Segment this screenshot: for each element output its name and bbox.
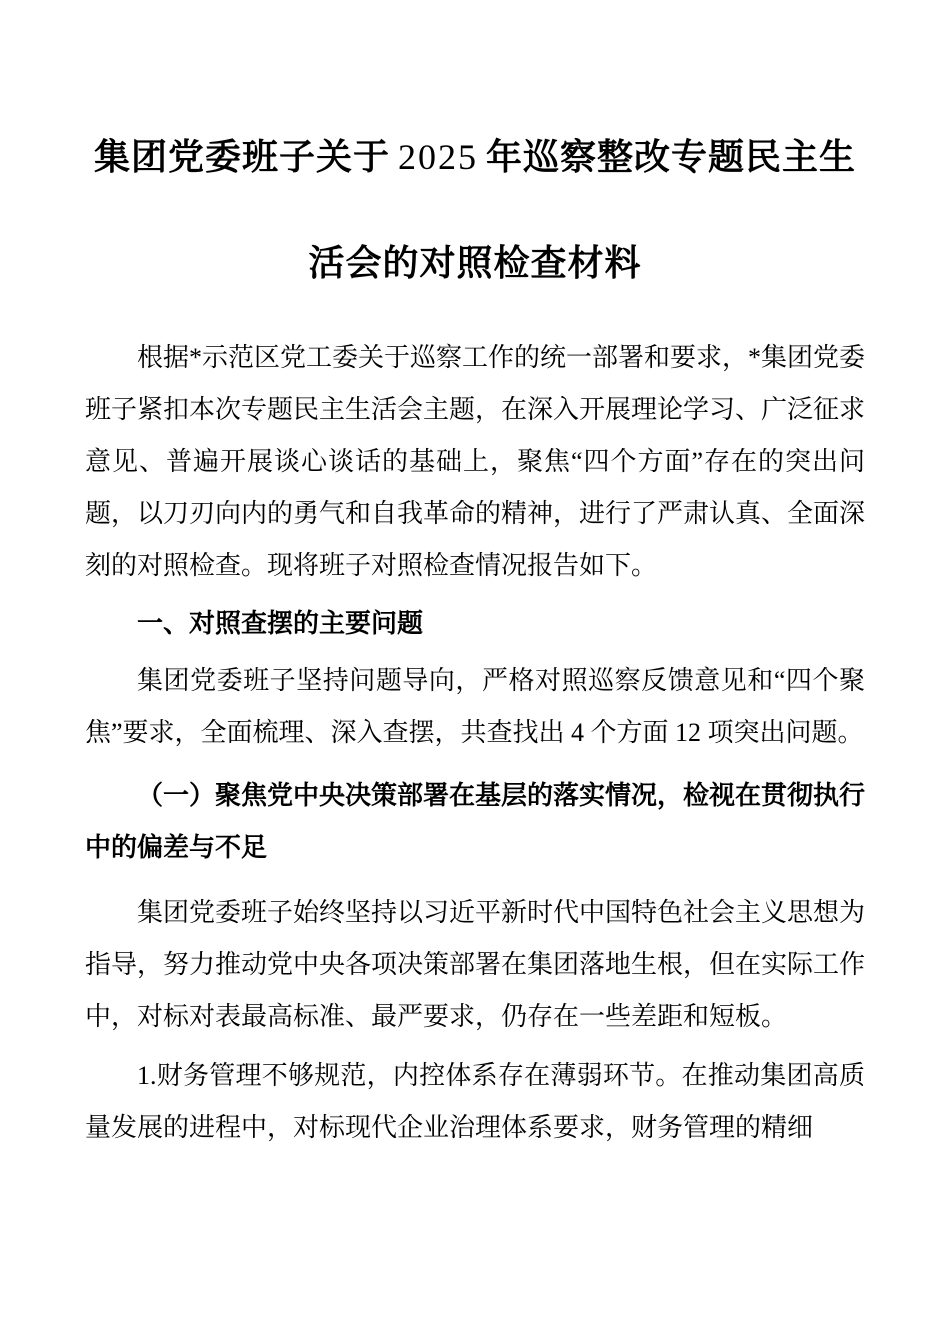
section-1-summary-paragraph: 集团党委班子坚持问题导向，严格对照巡察反馈意见和“四个聚焦”要求，全面梳理、深入查摆，共查找出 4 个方面 12 项突出问题。: [85, 666, 865, 747]
issue-1-paragraph: 1.财务管理不够规范，内控体系存在薄弱环节。在推动集团高质量发展的进程中，对标现代企业治理体系要求，财务管理的精细: [85, 1061, 865, 1142]
document-title: [85, 104, 865, 316]
title-text-part1: 集团党委班子关于: [93, 136, 390, 177]
subsection-1-1-paragraph: 集团党委班子始终坚持以习近平新时代中国特色社会主义思想为指导，努力推动党中央各项决策部署在集团落地生根，但在实际工作中，对标对表最高标准、最严要求，仍存在一些差距和短板。: [85, 898, 866, 1031]
subsection-1-1-heading: （一）聚焦党中央决策部署在基层的落实情况，检视在贯彻执行中的偏差与不足: [85, 781, 866, 862]
section-1-heading: 一、对照查摆的主要问题: [137, 608, 424, 638]
title-year: 2025: [398, 137, 478, 177]
intro-paragraph: 根据*示范区党工委关于巡察工作的统一部署和要求，*集团党委班子紧扣本次专题民主生活会主题，在深入开展理论学习、广泛征求意见、普遍开展谈心谈话的基础上，聚焦“四个方面”存在的突出问题，以刀刃向内的勇气和自我革命的精神，进行了严肃认真、全面深刻的对照检查。现将班子对照检查情况报告如下。: [85, 343, 866, 580]
title-text-part2: 年巡察整改专题民主生活会的对照检查材料: [308, 136, 857, 283]
